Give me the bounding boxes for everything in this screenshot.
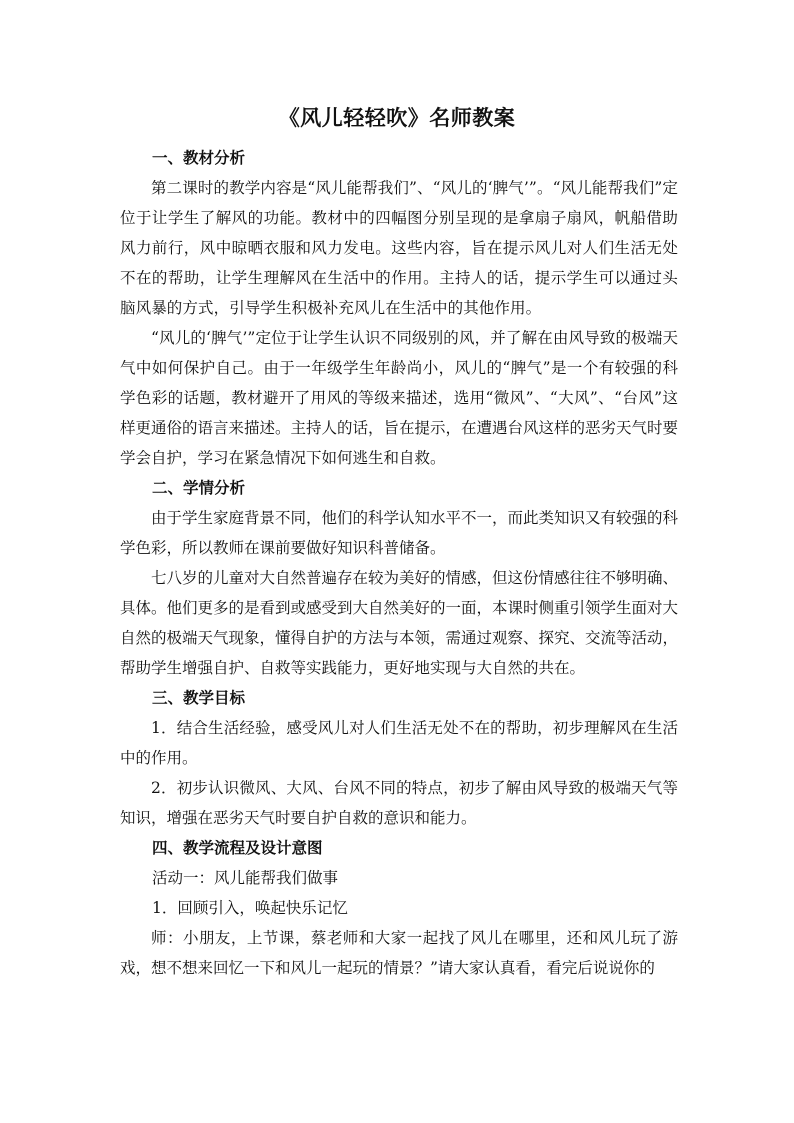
section-heading-teaching-goals: 三、教学目标 [152,688,246,707]
section-heading-learner-analysis: 二、学情分析 [152,478,246,497]
step-title: 1．回顾引入，唤起快乐记忆 [152,899,348,917]
document-body [120,143,678,983]
paragraph: 第二课时的教学内容是“风儿能帮我们”、“风儿的‘脾气’”。“风儿能帮我们”定位于让学生了解风的功能。教材中的四幅图分别呈现的是拿扇子扇风，帆船借助风力前行，风中晾晒衣服和风力发电。这些内容，旨在提示风儿对人们生活无处不在的帮助，让学生理解风在生活中的作用。主持人的话，提示学生可以通过头脑风暴的方式，引导学生积极补充风儿在生活中的其他作用。 [120,179,678,317]
paragraph: 七八岁的儿童对大自然普遍存在较为美好的情感，但这份情感往往不够明确、具体。他们更多的是看到或感受到大自然美好的一面，本课时侧重引领学生面对大自然的极端天气现象，懂得自护的方法与本领，需通过观察、探究、交流等活动，帮助学生增强自护、自救等实践能力，更好地实现与大自然的共在。 [120,569,679,677]
activity-title: 活动一：风儿能帮我们做事 [152,869,339,887]
paragraph: 师：小朋友，上节课，蔡老师和大家一起找了风儿在哪里，还和风儿玩了游戏，想不想来回忆一下和风儿一起玩的情景？”请大家认真看，看完后说说你的 [120,929,678,977]
document-title: 《风儿轻轻吹》名师教案 [278,105,516,130]
paragraph: 由于学生家庭背景不同，他们的科学认知水平不一，而此类知识又有较强的科学色彩，所以教师在课前要做好知识科普储备。 [120,509,679,557]
paragraph: 1．结合生活经验，感受风儿对人们生活无处不在的帮助，初步理解风在生活中的作用。 [120,719,678,767]
paragraph: 2．初步认识微风、大风、台风不同的特点，初步了解由风导致的极端天气等知识，增强在恶劣天气时要自护自救的意识和能力。 [120,779,678,827]
section-heading-teaching-process: 四、教学流程及设计意图 [152,838,323,857]
paragraph: “风儿的‘脾气’”定位于让学生认识不同级别的风，并了解在由风导致的极端天气中如何保护自己。由于一年级学生年龄尚小，风儿的“脾气”是一个有较强的科学色彩的话题，教材避开了用风的等级来描述，选用“微风”、“大风”、“台风”这样更通俗的语言来描述。主持人的话，旨在提示，在遭遇台风这样的恶劣天气时要学会自护，学习在紧急情况下如何逃生和自救。 [120,329,679,467]
section-heading-textbook-analysis: 一、教材分析 [152,148,246,167]
